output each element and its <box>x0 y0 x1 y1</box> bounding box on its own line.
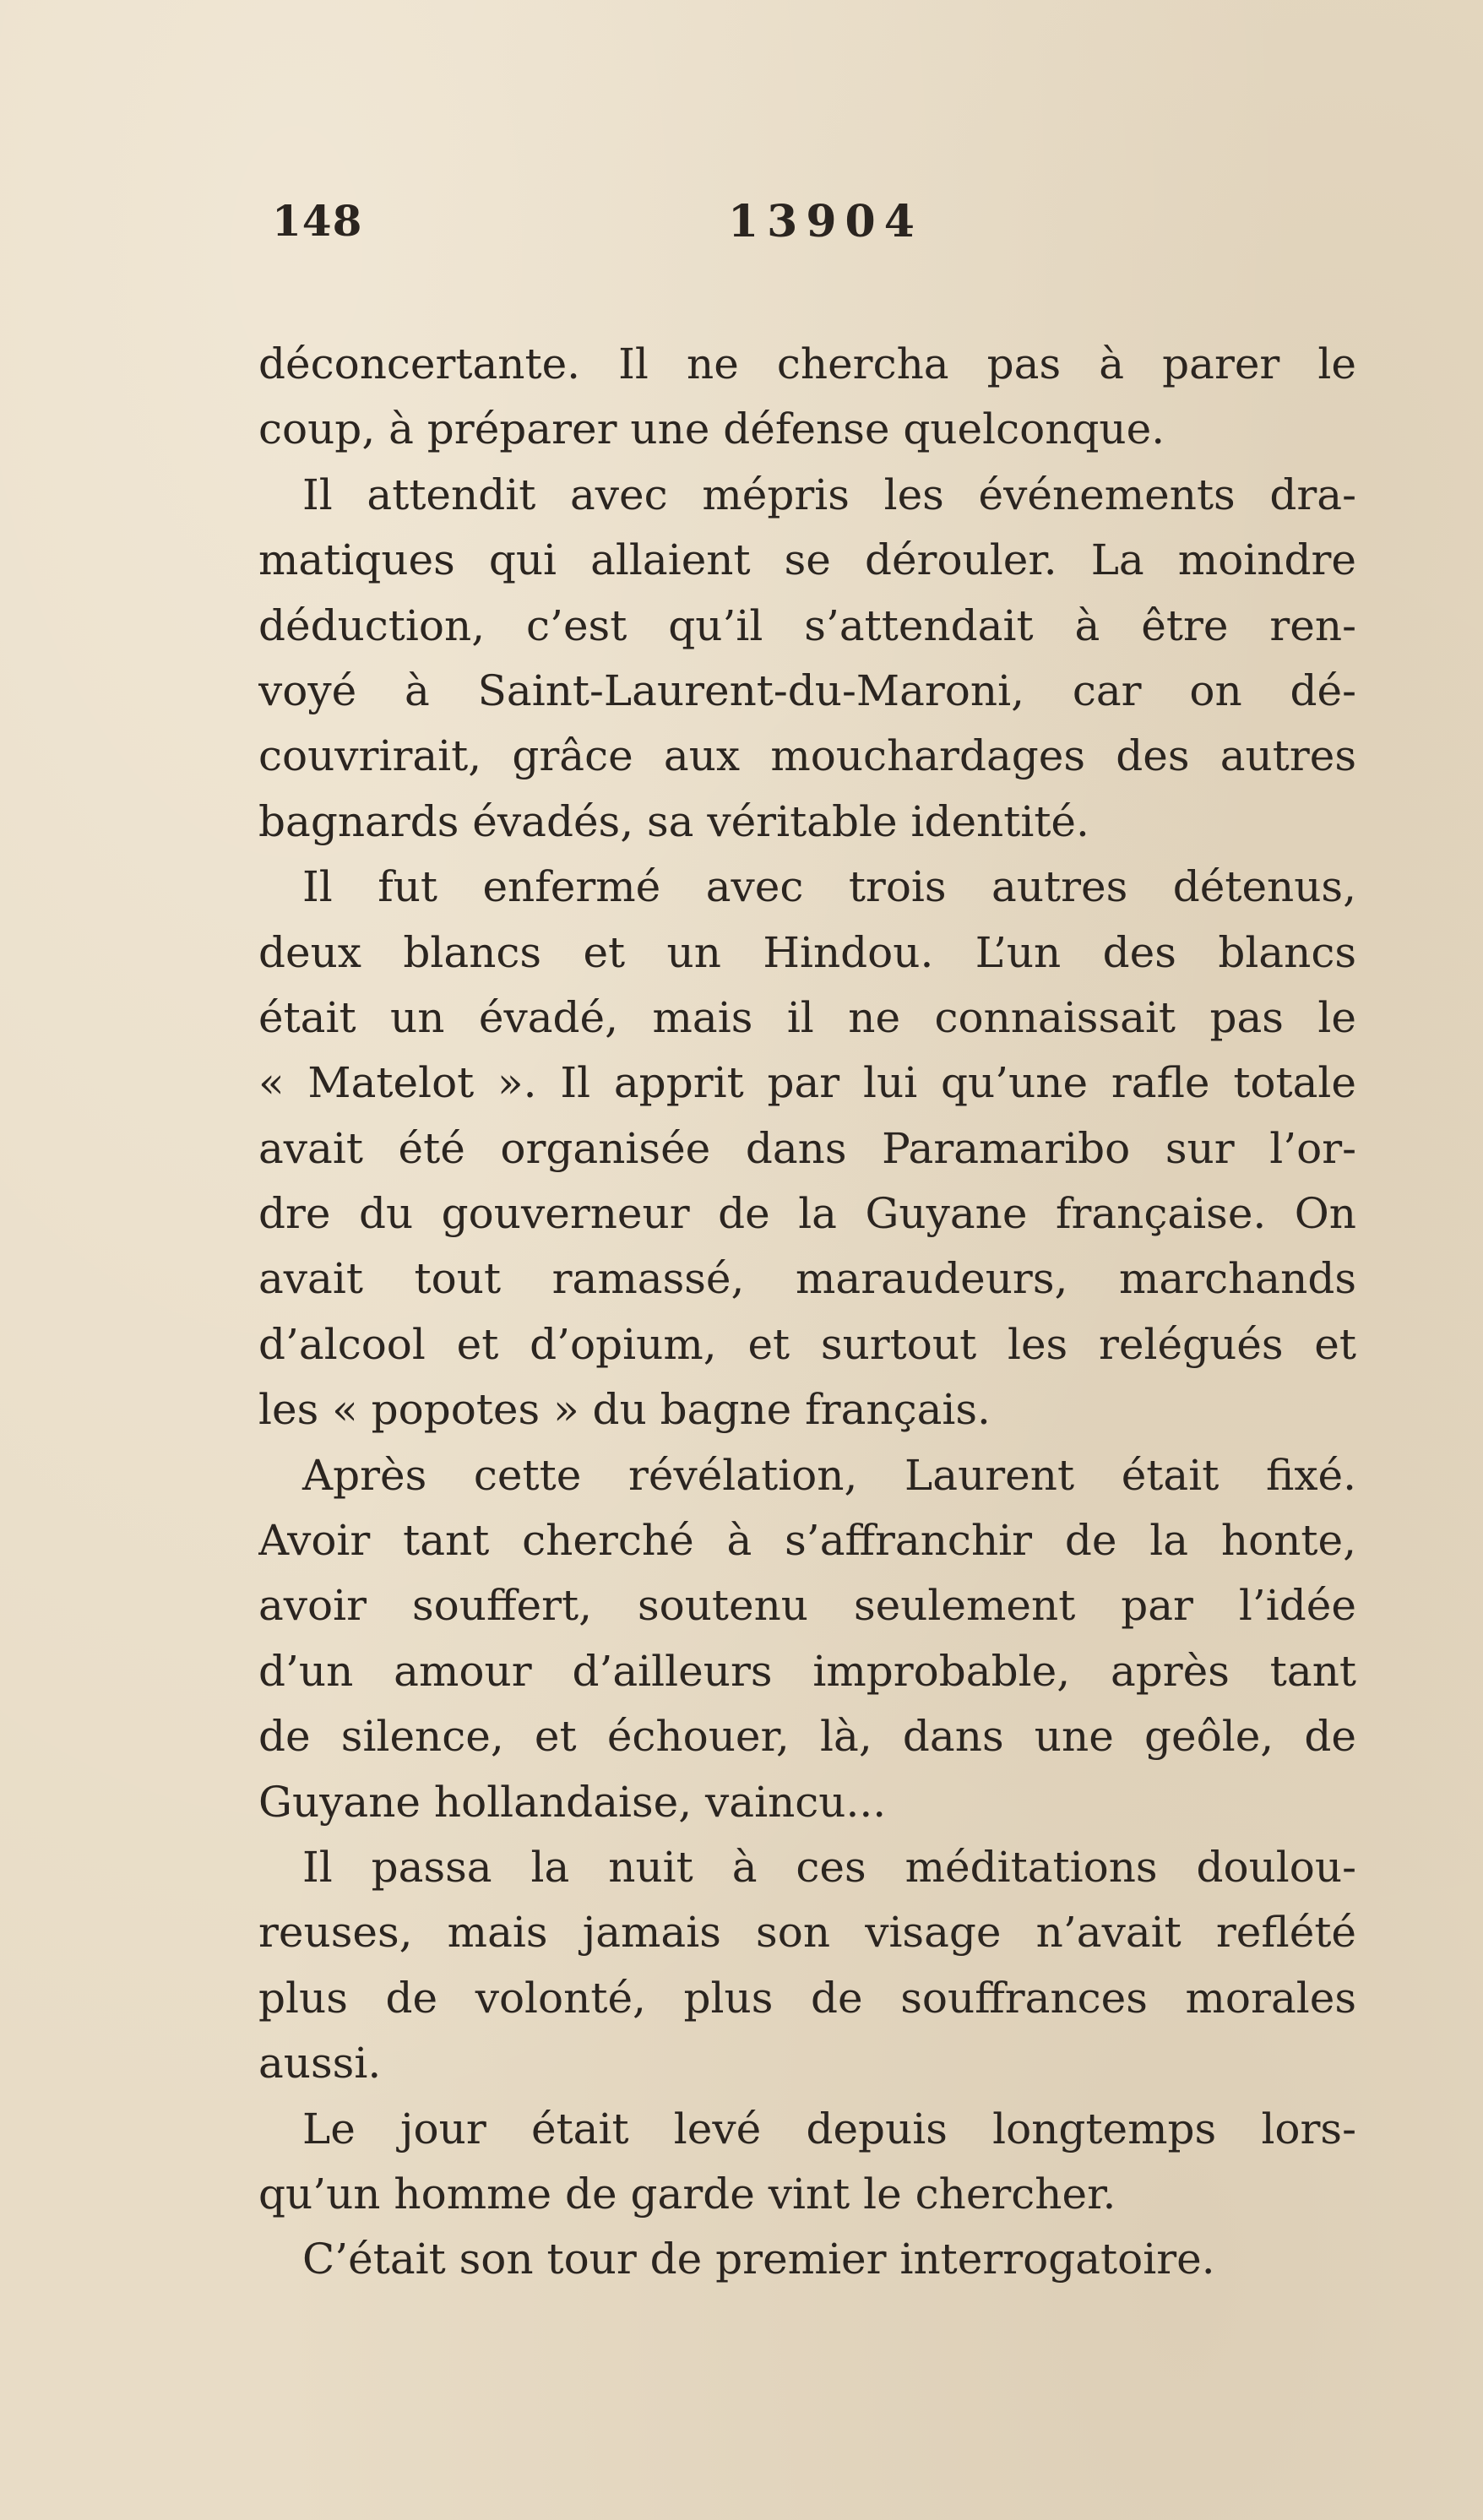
text-line: Guyane hollandaise, vaincu... <box>258 1777 887 1827</box>
text-line: deux blancs et un Hindou. L’un des blancs <box>258 927 1356 977</box>
text-line: les « popotes » du bagne français. <box>258 1385 991 1435</box>
text-line: avoir souffert, soutenu seulement par l’idée <box>258 1581 1356 1631</box>
text-line: avait tout ramassé, maraudeurs, marchands <box>258 1254 1356 1304</box>
text-line: matiques qui allaient se dérouler. La moindre <box>258 535 1356 585</box>
text-line: bagnards évadés, sa véritable identité. <box>258 796 1089 846</box>
text-line: de silence, et échouer, là, dans une geôle, de <box>258 1712 1356 1762</box>
body-text <box>258 332 1356 2293</box>
text-line: Il passa la nuit à ces méditations doulou- <box>302 1842 1356 1892</box>
text-line: coup, à préparer une défense quelconque. <box>258 405 1165 454</box>
text-line: Il fut enfermé avec trois autres détenus, <box>302 862 1356 912</box>
text-line: d’alcool et d’opium, et surtout les relégués et <box>258 1319 1356 1369</box>
text-line: Après cette révélation, Laurent était fixé. <box>302 1450 1356 1500</box>
page-header <box>272 196 1370 263</box>
text-line: reuses, mais jamais son visage n’avait reflété <box>258 1908 1356 1958</box>
text-line: avait été organisée dans Paramaribo sur l’or- <box>258 1123 1356 1173</box>
running-title: 13904 <box>728 196 923 247</box>
page-number: 148 <box>272 196 363 246</box>
text-line: déconcertante. Il ne chercha pas à parer le <box>258 339 1356 388</box>
text-line: Il attendit avec mépris les événements dra- <box>302 470 1356 519</box>
text-line: était un évadé, mais il ne connaissait pas le <box>258 992 1356 1042</box>
text-line: Le jour était levé depuis longtemps lors- <box>302 2104 1356 2153</box>
text-line: « Matelot ». Il apprit par lui qu’une rafle totale <box>258 1058 1356 1108</box>
text-line: d’un amour d’ailleurs improbable, après tant <box>258 1646 1356 1696</box>
text-line: déduction, c’est qu’il s’attendait à être ren- <box>258 600 1356 650</box>
text-line: C’était son tour de premier interrogatoire. <box>302 2235 1215 2284</box>
text-line: qu’un homme de garde vint le chercher. <box>258 2169 1116 2219</box>
text-line: plus de volonté, plus de souffrances morales <box>258 1973 1356 2023</box>
text-line: aussi. <box>258 2039 382 2088</box>
text-line: dre du gouverneur de la Guyane française. On <box>258 1189 1356 1239</box>
text-line: Avoir tant cherché à s’affranchir de la honte, <box>258 1516 1356 1566</box>
text-line: voyé à Saint-Laurent-du-Maroni, car on dé- <box>258 665 1356 715</box>
text-line: couvrirait, grâce aux mouchardages des autres <box>258 731 1356 781</box>
